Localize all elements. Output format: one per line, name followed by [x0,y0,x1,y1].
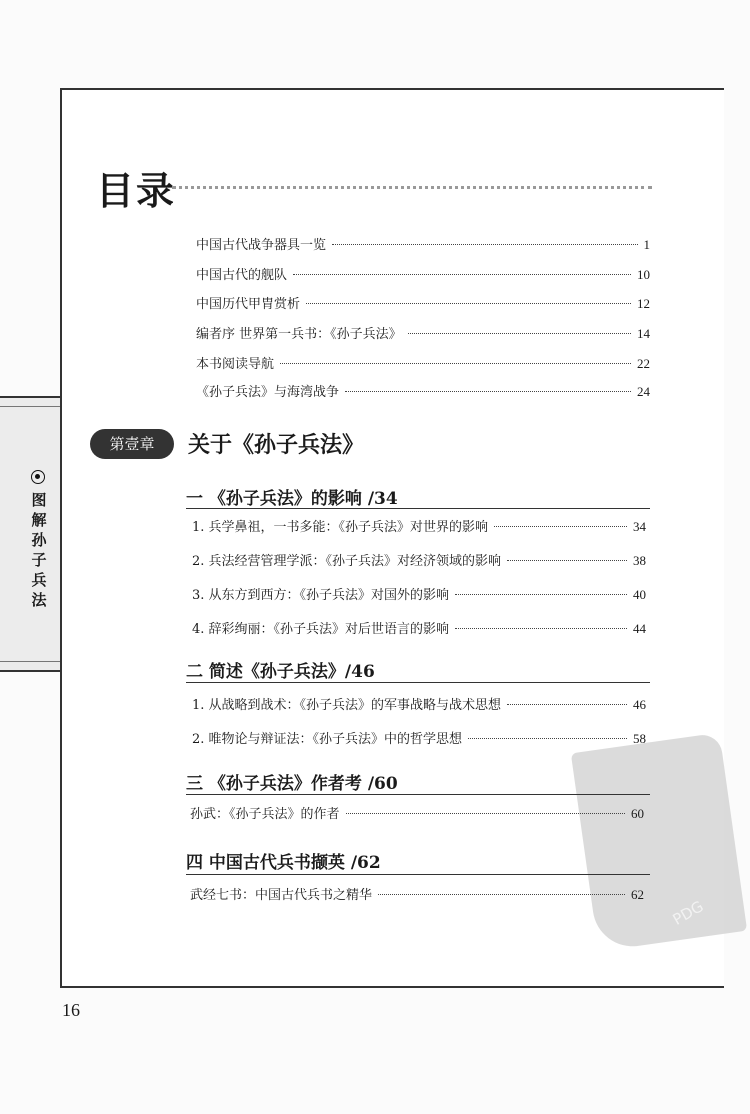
toc-entry-page: 62 [631,887,644,902]
toc-entry-page: 60 [631,806,644,821]
toc-entry[interactable] [190,803,644,823]
watermark-text: PDG [669,897,707,929]
dot-leader [408,333,631,334]
page-number: 16 [62,1000,80,1020]
toc-entry-label: 1. 从战略到战术：《孙子兵法》的军事战略与战术思想 [192,698,502,713]
toc-entry-page: 14 [637,326,650,341]
chapter-badge: 第壹章 [90,429,174,459]
toc-entry-label: 中国古代的舰队 [196,268,288,283]
toc-entry-page: 38 [633,553,646,568]
toc-entry-page: 40 [633,587,646,602]
section-heading[interactable]: 四 中国古代兵书撷英 /62 [186,853,381,873]
toc-entry-label: 中国历代甲胄赏析 [196,297,301,312]
side-tab-rule-bottom [0,661,60,662]
section-rule [186,508,650,509]
toc-entry[interactable] [196,353,650,373]
toc-entry[interactable] [192,516,646,536]
title-dotted-rule [172,186,652,189]
dot-leader [507,560,627,561]
toc-entry[interactable] [196,293,650,313]
toc-entry-label: 1. 兵学鼻祖，一书多能：《孙子兵法》对世界的影响 [192,520,489,535]
toc-entry-page: 44 [633,621,646,636]
dot-leader [378,894,625,895]
side-tab-char: 法 [31,591,47,609]
toc-entry[interactable] [192,550,646,570]
dot-leader [345,391,631,392]
toc-entry-page: 1 [643,237,650,252]
toc-entry-page: 24 [637,384,650,399]
toc-entry-page: 46 [633,697,646,712]
section-rule [186,794,650,795]
side-tab-rule-top [0,406,60,407]
chapter-title[interactable]: 关于《孙子兵法》 [188,433,365,458]
toc-entry-label: 3. 从东方到西方：《孙子兵法》对国外的影响 [192,588,450,603]
toc-entry-label: 本书阅读导航 [196,357,275,372]
side-tab-char: 图 [31,491,47,509]
toc-entry-page: 58 [633,731,646,746]
section-heading[interactable]: 三 《孙子兵法》作者考 /60 [186,774,398,794]
toc-entry-label: 孙武：《孙子兵法》的作者 [190,807,340,822]
side-tab-char: 孙 [31,531,47,549]
toc-entry[interactable] [192,584,646,604]
toc-entry-label: 4. 辞彩绚丽：《孙子兵法》对后世语言的影响 [192,622,450,637]
toc-entry[interactable] [192,728,646,748]
toc-entry-label: 编者序 世界第一兵书：《孙子兵法》 [196,327,402,342]
bullet-icon [31,470,45,484]
toc-entry-page: 12 [637,296,650,311]
dot-leader [455,628,627,629]
dot-leader [332,244,637,245]
toc-entry-label: 武经七书：中国古代兵书之精华 [190,888,373,903]
toc-entry-label: 中国古代战争器具一览 [196,238,327,253]
toc-entry[interactable] [196,234,650,254]
toc-title: 目录 [96,169,177,213]
toc-entry-label: 2. 唯物论与辩证法：《孙子兵法》中的哲学思想 [192,732,463,747]
toc-entry[interactable] [196,323,650,343]
toc-entry-page: 10 [637,267,650,282]
watermark-stamp [571,733,747,952]
dot-leader [293,274,631,275]
section-heading[interactable]: 一 《孙子兵法》的影响 /34 [186,489,398,509]
toc-entry-label: 2. 兵法经营管理学派：《孙子兵法》对经济领域的影响 [192,554,502,569]
side-tab-char: 解 [31,511,47,529]
section-rule [186,682,650,683]
toc-entry[interactable] [192,694,646,714]
toc-entry[interactable] [196,381,650,401]
dot-leader [455,594,627,595]
side-tab-title [28,490,50,610]
section-heading[interactable]: 二 简述《孙子兵法》/46 [186,662,375,682]
toc-entry[interactable] [196,264,650,284]
toc-entry[interactable] [190,884,644,904]
toc-entry[interactable] [192,618,646,638]
side-tab-char: 子 [31,551,47,569]
side-tab-char: 兵 [31,571,47,589]
toc-entry-page: 22 [637,356,650,371]
dot-leader [306,303,631,304]
dot-leader [468,738,627,739]
dot-leader [280,363,631,364]
dot-leader [494,526,627,527]
dot-leader [507,704,627,705]
dot-leader [346,813,625,814]
section-rule [186,874,650,875]
toc-entry-page: 34 [633,519,646,534]
toc-entry-label: 《孙子兵法》与海湾战争 [196,385,340,400]
